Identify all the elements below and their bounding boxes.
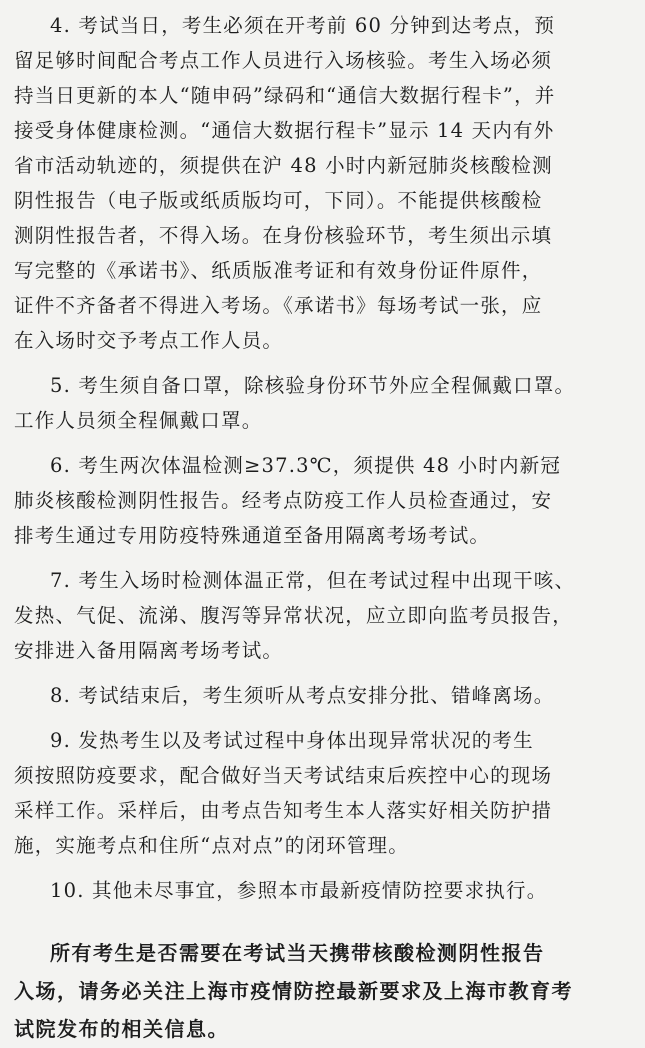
rule-item-4 — [14, 8, 625, 358]
text-line: 安排进入备用隔离考场考试。 — [14, 639, 284, 662]
text-line: 接受身体健康检测。“通信大数据行程卡”显示 14 天内有外 — [14, 119, 555, 142]
rule-item-8 — [14, 678, 625, 713]
text-line: 省市活动轨迹的，须提供在沪 48 小时内新冠肺炎核酸检测 — [14, 154, 553, 177]
notice-line: 试院发布的相关信息。 — [14, 1017, 229, 1041]
text-line: 4. 考试当日，考生必须在开考前 60 分钟到达考点，预 — [50, 14, 556, 37]
text-line: 写完整的《承诺书》、纸质版准考证和有效身份证件原件， — [14, 259, 543, 282]
text-line: 持当日更新的本人“随申码”绿码和“通信大数据行程卡”，并 — [14, 84, 556, 107]
text-line: 发热、气促、流涕、腹泻等异常状况，应立即向监考员报告， — [14, 604, 573, 627]
text-line: 排考生通过专用防疫特殊通道至备用隔离考场考试。 — [14, 524, 491, 547]
text-line: 5. 考生须自备口罩，除核验身份环节外应全程佩戴口罩。 — [50, 374, 576, 397]
rule-item-7 — [14, 563, 625, 668]
notice-line: 所有考生是否需要在考试当天携带核酸检测阴性报告 — [50, 941, 545, 965]
text-line: 须按照防疫要求，配合做好当天考试结束后疾控中心的现场 — [14, 764, 553, 787]
rule-item-10 — [14, 873, 625, 908]
text-line: 证件不齐备者不得进入考场。《承诺书》每场考试一张，应 — [14, 294, 543, 317]
text-line: 6. 考生两次体温检测≥37.3℃，须提供 48 小时内新冠 — [50, 454, 562, 477]
text-line: 施，实施考点和住所“点对点”的闭环管理。 — [14, 834, 409, 857]
rule-item-9 — [14, 723, 625, 863]
text-line: 8. 考试结束后，考生须听从考点安排分批、错峰离场。 — [50, 684, 555, 707]
text-line: 7. 考生入场时检测体温正常，但在考试过程中出现干咳、 — [50, 569, 576, 592]
bold-notice — [14, 934, 625, 1048]
text-line: 10. 其他未尽事宜，参照本市最新疫情防控要求执行。 — [50, 879, 548, 902]
rule-item-6 — [14, 448, 625, 553]
text-line: 在入场时交予考点工作人员。 — [14, 329, 284, 352]
text-line: 肺炎核酸检测阴性报告。经考点防疫工作人员检查通过，安 — [14, 489, 553, 512]
text-line: 阴性报告（电子版或纸质版均可，下同）。不能提供核酸检 — [14, 189, 543, 212]
notice-line: 入场，请务必关注上海市疫情防控最新要求及上海市教育考 — [14, 979, 573, 1003]
rule-item-5 — [14, 368, 625, 438]
text-line: 工作人员须全程佩戴口罩。 — [14, 409, 263, 432]
text-line: 留足够时间配合考点工作人员进行入场核验。考生入场必须 — [14, 49, 553, 72]
text-line: 采样工作。采样后，由考点告知考生本人落实好相关防护措 — [14, 799, 553, 822]
text-line: 测阴性报告者，不得入场。在身份核验环节，考生须出示填 — [14, 224, 553, 247]
text-line: 9. 发热考生以及考试过程中身体出现异常状况的考生 — [50, 729, 534, 752]
